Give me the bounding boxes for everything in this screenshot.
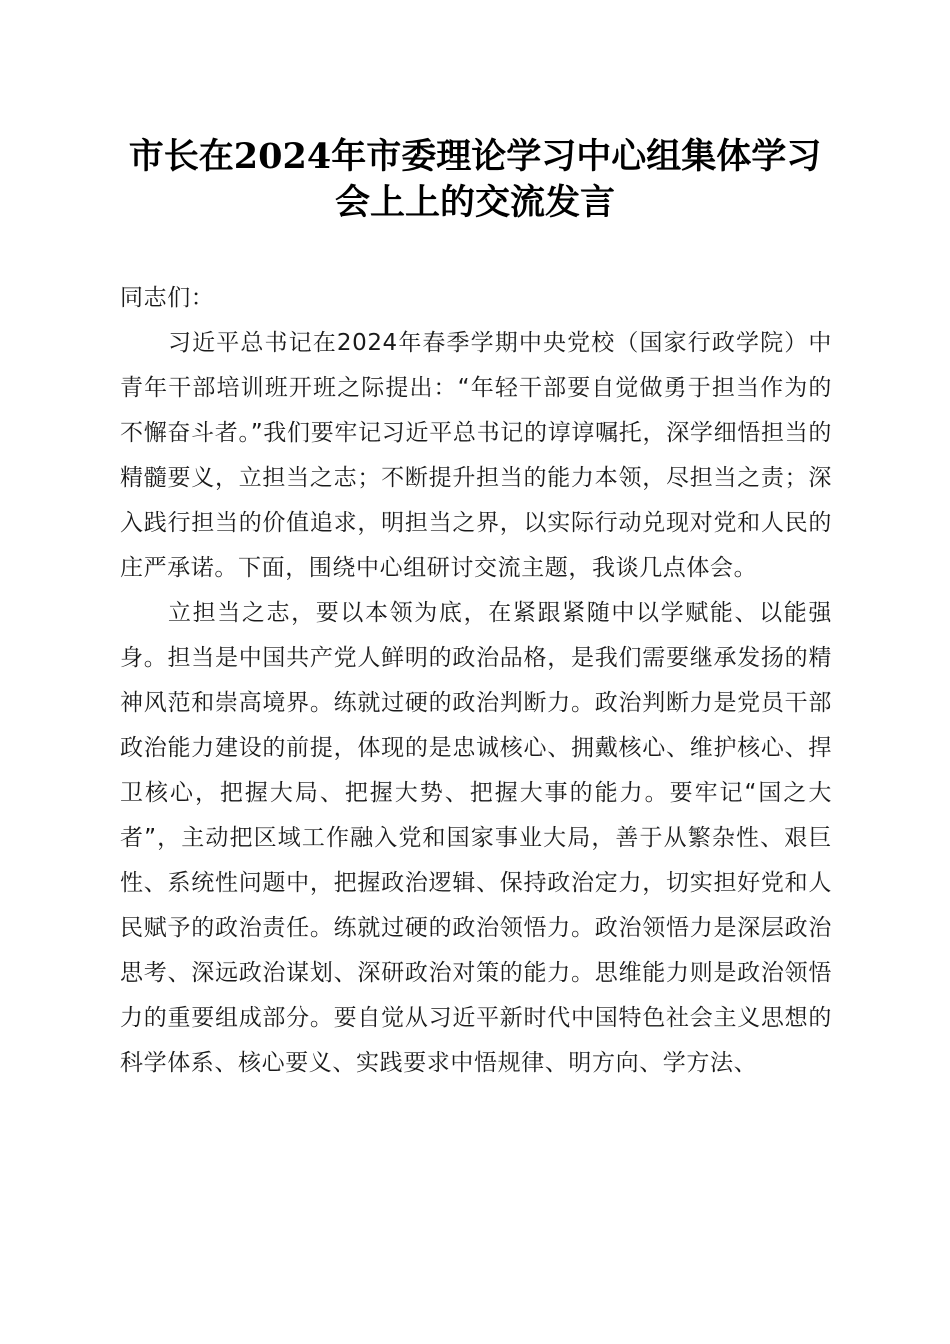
title-line-1: 市长在2024年市委理论学习中心组集体学习 — [128, 136, 822, 177]
salutation: 同志们： — [120, 285, 215, 311]
title-line-2: 会上上的交流发言 — [334, 182, 615, 223]
paragraph-1: 习近平总书记在2024年春季学期中央党校（国家行政学院）中青年干部培训班开班之际提出：“年轻干部要自觉做勇于担当作为的不懈奋斗者。”我们要牢记习近平总书记的谆谆嘱托，深学细悟担当的精髓要义，立担当之志；不断提升担当的能力本领，尽担当之责；深入践行担当的价值追求，明担当之界，以实际行动兑现对党和人民的庄严承诺。下面，围绕中心组研讨交流主题，我谈几点体会。 — [120, 330, 832, 581]
paragraph-2: 立担当之志，要以本领为底，在紧跟紧随中以学赋能、以能强身。担当是中国共产党人鲜明的政治品格，是我们需要继承发扬的精神风范和崇高境界。练就过硬的政治判断力。政治判断力是党员干部政治能力建设的前提，体现的是忠诚核心、拥戴核心、维护核心、捍卫核心，把握大局、把握大势、把握大事的能力。要牢记“国之大者”，主动把区域工作融入党和国家事业大局，善于从繁杂性、艰巨性、系统性问题中，把握政治逻辑、保持政治定力，切实担好党和人民赋予的政治责任。练就过硬的政治领悟力。政治领悟力是深层政治思考、深远政治谋划、深研政治对策的能力。思维能力则是政治领悟力的重要组成部分。要自觉从习近平新时代中国特色社会主义思想的科学体系、核心要义、实践要求中悟规律、明方向、学方法、 — [120, 600, 832, 1076]
document-title — [60, 134, 890, 226]
document-body — [120, 276, 832, 1086]
